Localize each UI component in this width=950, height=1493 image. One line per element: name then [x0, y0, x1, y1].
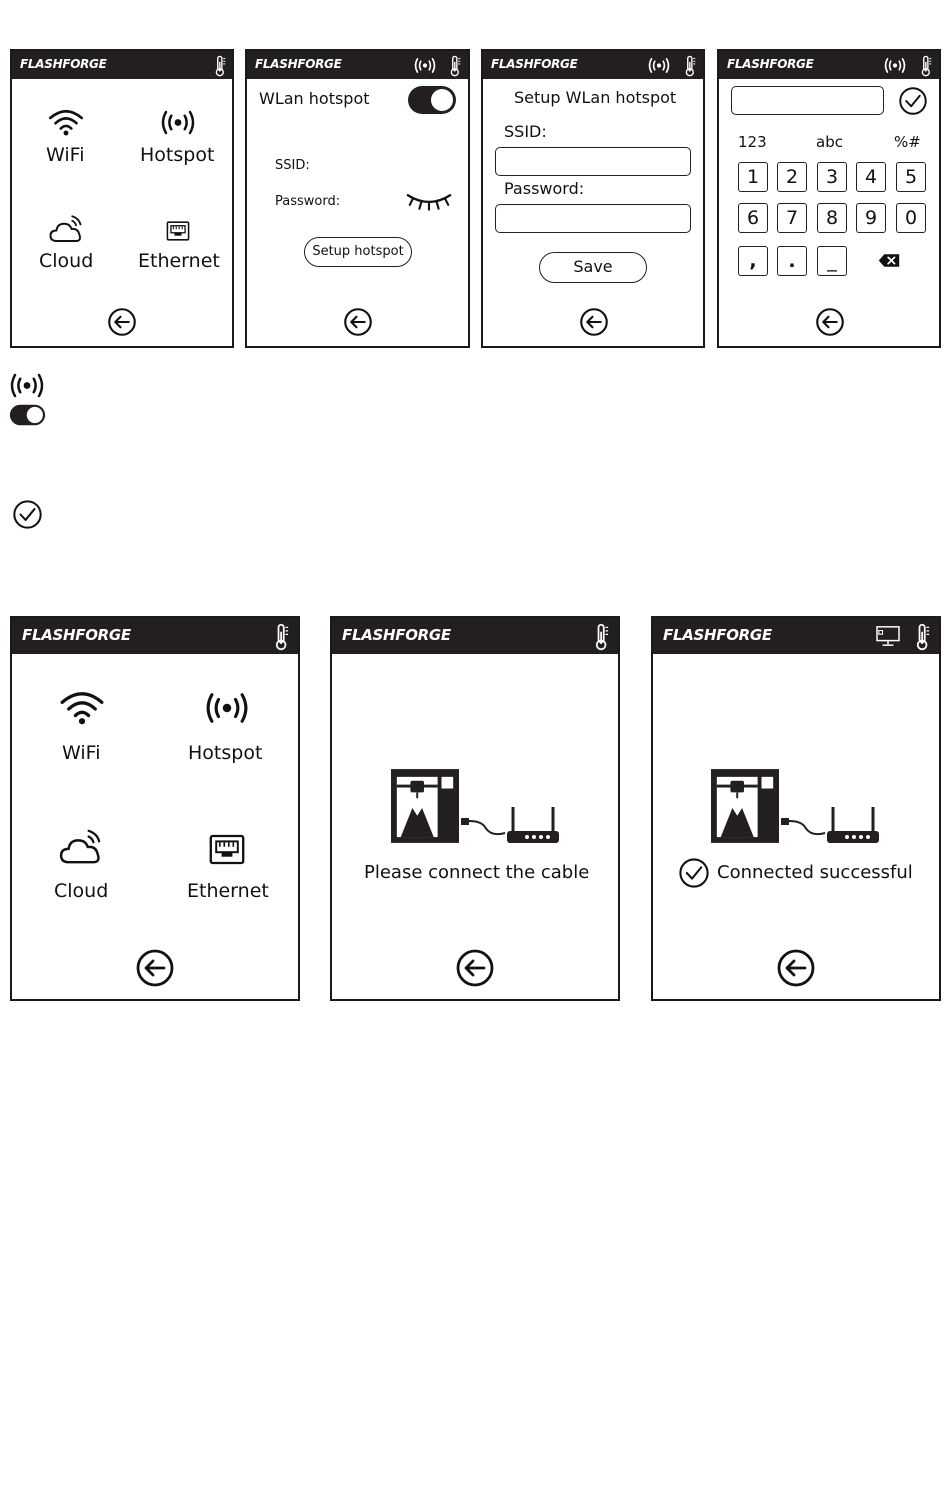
header-bar: [719, 51, 939, 79]
hotspot-toggle[interactable]: [407, 85, 457, 115]
key-comma[interactable]: ,: [738, 246, 768, 276]
key-7[interactable]: 7: [777, 203, 807, 233]
setup-hotspot-button[interactable]: Setup hotspot: [304, 237, 412, 267]
hotspot-icon: [160, 109, 196, 136]
ssid-input[interactable]: [495, 147, 691, 176]
hotspot-icon: [204, 691, 250, 725]
router-illustration: [461, 803, 561, 845]
thermometer-icon[interactable]: [921, 55, 932, 77]
cloud-icon: [49, 214, 85, 244]
save-button[interactable]: Save: [539, 252, 647, 283]
back-button[interactable]: [107, 307, 137, 337]
screen-connect-cable: [330, 616, 620, 1001]
password-input[interactable]: [495, 204, 691, 233]
header-bar: [483, 51, 703, 79]
brand-logo: FLASHFORGE: [663, 626, 772, 644]
hotspot-status-icon: [413, 57, 437, 74]
key-2[interactable]: 2: [777, 162, 807, 192]
menu-item-label: WiFi: [62, 742, 101, 764]
tab-numbers[interactable]: 123: [738, 133, 767, 151]
cloud-icon: [59, 828, 105, 866]
thermometer-icon[interactable]: [215, 55, 226, 77]
brand-logo: FLASHFORGE: [342, 626, 451, 644]
brand-logo: FLASHFORGE: [491, 57, 578, 71]
screen-network-menu: [10, 49, 234, 348]
wifi-icon: [48, 109, 84, 136]
back-button[interactable]: [579, 307, 609, 337]
ethernet-status-icon: [875, 625, 901, 647]
printer-illustration: [711, 768, 779, 844]
tab-symbols[interactable]: %#: [894, 133, 921, 151]
printer-illustration: [391, 768, 459, 844]
page-title: WLan hotspot: [259, 89, 370, 108]
thermometer-icon[interactable]: [685, 55, 696, 77]
legend-toggle-icon: [9, 404, 46, 426]
key-5[interactable]: 5: [896, 162, 926, 192]
legend-check-icon: [12, 499, 43, 530]
header-bar: [247, 51, 468, 79]
header-bar: [12, 618, 298, 654]
tab-letters[interactable]: abc: [816, 133, 843, 151]
header-bar: [12, 51, 232, 79]
menu-item-label: Cloud: [39, 250, 94, 272]
back-button[interactable]: [455, 948, 495, 988]
brand-logo: FLASHFORGE: [20, 57, 107, 71]
password-label: Password:: [504, 179, 585, 198]
screen-setup-hotspot: [481, 49, 705, 348]
header-bar: [332, 618, 618, 654]
success-check-icon: [678, 857, 710, 889]
menu-item-label: Cloud: [54, 880, 109, 902]
legend-hotspot-icon: [9, 372, 45, 399]
key-3[interactable]: 3: [817, 162, 847, 192]
menu-item-label: Hotspot: [188, 742, 263, 764]
key-period[interactable]: .: [777, 246, 807, 276]
key-0[interactable]: 0: [896, 203, 926, 233]
status-message: Connected successful: [717, 862, 913, 883]
brand-logo: FLASHFORGE: [255, 57, 342, 71]
password-label: Password:: [275, 194, 341, 209]
back-button[interactable]: [343, 307, 373, 337]
key-6[interactable]: 6: [738, 203, 768, 233]
key-1[interactable]: 1: [738, 162, 768, 192]
ssid-label: SSID:: [275, 158, 310, 173]
hotspot-status-icon: [647, 57, 671, 74]
screen-wlan-hotspot: [245, 49, 470, 348]
text-input[interactable]: [731, 86, 884, 115]
page-title: Setup WLan hotspot: [514, 88, 677, 107]
menu-item-label: Hotspot: [140, 144, 215, 166]
menu-item-label: WiFi: [46, 144, 85, 166]
screen-keyboard: [717, 49, 941, 348]
thermometer-icon[interactable]: [595, 623, 609, 651]
key-4[interactable]: 4: [856, 162, 886, 192]
router-illustration: [781, 803, 881, 845]
key-underscore[interactable]: _: [817, 246, 847, 276]
thermometer-icon[interactable]: [275, 623, 289, 651]
thermometer-icon[interactable]: [450, 55, 461, 77]
thermometer-icon[interactable]: [916, 623, 930, 651]
confirm-check-icon[interactable]: [898, 86, 928, 116]
header-bar: [653, 618, 939, 654]
wifi-icon: [59, 691, 105, 725]
menu-item-label: Ethernet: [187, 880, 269, 902]
back-button[interactable]: [135, 948, 175, 988]
hotspot-status-icon: [883, 57, 907, 74]
key-8[interactable]: 8: [817, 203, 847, 233]
status-message: Please connect the cable: [364, 862, 590, 883]
brand-logo: FLASHFORGE: [22, 626, 131, 644]
back-button[interactable]: [815, 307, 845, 337]
back-button[interactable]: [776, 948, 816, 988]
brand-logo: FLASHFORGE: [727, 57, 814, 71]
backspace-icon[interactable]: [878, 253, 900, 268]
screen-connected: [651, 616, 941, 1001]
screen-network-menu-large: [10, 616, 300, 1001]
ssid-label: SSID:: [504, 122, 547, 141]
eye-closed-icon[interactable]: [405, 189, 453, 213]
menu-item-label: Ethernet: [138, 250, 220, 272]
ethernet-icon: [209, 834, 245, 865]
ethernet-icon: [166, 221, 190, 241]
key-9[interactable]: 9: [856, 203, 886, 233]
